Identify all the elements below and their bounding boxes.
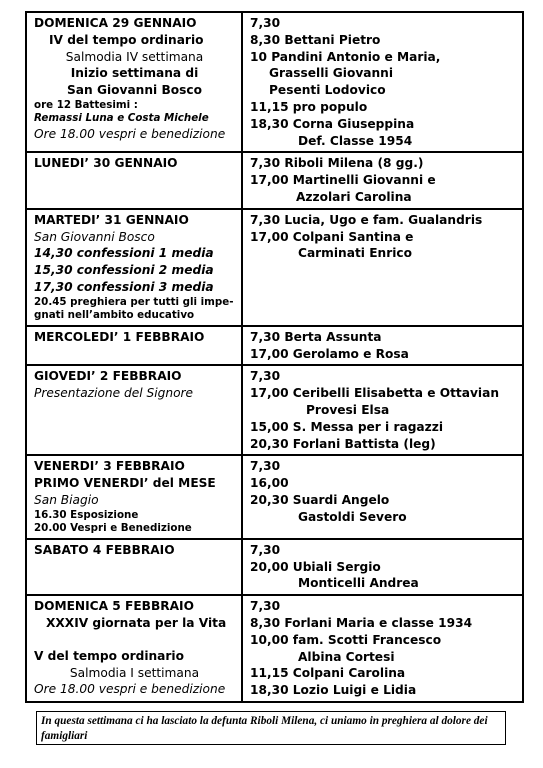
day-row — [26, 365, 523, 455]
mass-intention-line: Def. Classe 1954 — [298, 133, 413, 148]
day-info-line: San Biagio — [34, 492, 99, 507]
mass-intention-line: Albina Cortesi — [298, 649, 395, 664]
day-info-line: GIOVEDI’ 2 FEBBRAIO — [34, 369, 182, 384]
day-info-line: DOMENICA 5 FEBBRAIO — [34, 599, 194, 614]
mass-intention-line: 20,30 Forlani Battista (leg) — [250, 436, 436, 451]
mass-intention-line: 10 Pandini Antonio e Maria, — [250, 49, 441, 64]
mass-intention-line: 17,00 Gerolamo e Rosa — [250, 346, 409, 361]
mass-intention-line: Carminati Enrico — [298, 246, 412, 261]
day-info-line: San Giovanni Bosco — [67, 83, 202, 98]
mass-intention-line: Monticelli Andrea — [298, 576, 419, 591]
mass-intention-line: 7,30 — [250, 16, 281, 30]
day-info-line: 20.00 Vespri e Benedizione — [34, 522, 192, 535]
mass-intention-line: 20,00 Ubiali Sergio — [250, 559, 381, 574]
day-info-line — [34, 172, 235, 188]
mass-intention-line: 11,15 Colpani Carolina — [250, 666, 406, 681]
day-info-line — [34, 632, 235, 648]
mass-times-cell — [242, 152, 523, 208]
mass-intention-line: 8,30 Forlani Maria e classe 1934 — [250, 615, 473, 630]
day-info-line: Presentazione del Signore — [34, 386, 194, 401]
mass-intention-line: Gastoldi Severo — [298, 509, 407, 524]
mass-times-cell — [242, 326, 523, 366]
mass-intention-line: 7,30 — [250, 599, 281, 614]
day-info-line: PRIMO VENERDI’ del MESE — [34, 476, 216, 491]
day-info-line: VENERDI’ 3 FEBBRAIO — [34, 459, 185, 474]
day-info-line: Salmodia IV settimana — [65, 49, 204, 64]
day-info-line: Inizio settimana di — [70, 66, 199, 81]
mass-intention-line: 10,00 fam. Scotti Francesco — [250, 632, 442, 647]
day-info-cell — [26, 595, 242, 702]
mass-intention-line: Pesenti Lodovico — [269, 83, 386, 98]
mass-intention-line: 20,30 Suardi Angelo — [250, 492, 390, 507]
mass-intention-line: 15,00 S. Messa per i ragazzi — [250, 419, 444, 434]
day-row — [26, 209, 523, 326]
day-info-cell — [26, 326, 242, 366]
mass-times-cell — [242, 365, 523, 455]
mass-intention-line: 16,00 — [250, 476, 289, 491]
day-info-line: Salmodia I settimana — [69, 665, 200, 680]
day-info-line: Remassi Luna e Costa Michele — [34, 112, 209, 125]
day-info-cell — [26, 365, 242, 455]
day-info-line: LUNEDI’ 30 GENNAIO — [34, 156, 178, 171]
day-info-cell — [26, 539, 242, 595]
day-info-cell — [26, 12, 242, 152]
day-info-line: SABATO 4 FEBBRAIO — [34, 542, 175, 557]
mass-intention-line: 17,00 Ceribelli Elisabetta e Ottavian — [250, 386, 499, 401]
mass-intention-line: 7,30 — [250, 542, 281, 557]
day-info-line: MERCOLEDI’ 1 FEBBRAIO — [34, 329, 205, 344]
mass-times-cell — [242, 595, 523, 702]
day-row — [26, 152, 523, 208]
day-info-line: 16.30 Esposizione — [34, 508, 139, 521]
day-info-line: MARTEDI’ 31 GENNAIO — [34, 212, 189, 227]
day-row — [26, 12, 523, 152]
day-info-line: Ore 18.00 vespri e benedizione — [34, 126, 226, 141]
mass-intention-line: 17,00 Colpani Santina e — [250, 229, 414, 244]
day-row — [26, 326, 523, 366]
mass-intention-line: 8,30 Bettani Pietro — [250, 32, 381, 47]
mass-times-cell — [242, 12, 523, 152]
mass-intention-line: 17,00 Martinelli Giovanni e — [250, 173, 436, 188]
day-row — [26, 455, 523, 538]
mass-intention-line: 18,30 Corna Giuseppina — [250, 116, 415, 131]
day-info-cell — [26, 152, 242, 208]
day-info-line: 14,30 confessioni 1 media — [34, 246, 214, 261]
day-info-line: gnati nell’ambito educativo — [34, 309, 195, 322]
mass-times-cell — [242, 209, 523, 326]
day-row — [26, 595, 523, 702]
day-info-line: IV del tempo ordinario — [49, 32, 204, 47]
day-info-line: 15,30 confessioni 2 media — [34, 263, 214, 278]
day-info-line: 17,30 confessioni 3 media — [34, 279, 214, 294]
mass-times-cell — [242, 539, 523, 595]
mass-intention-line: Grasselli Giovanni — [269, 66, 394, 81]
mass-intention-line: 7,30 — [250, 459, 281, 474]
mass-intention-line: Provesi Elsa — [306, 402, 390, 417]
notice-box — [36, 711, 506, 745]
day-info-line: San Giovanni Bosco — [34, 229, 155, 244]
mass-intention-line: 11,15 pro populo — [250, 99, 368, 114]
mass-intention-line: Azzolari Carolina — [296, 189, 412, 204]
notice-text: In questa settimana ci ha lasciato la defunta Riboli Milena, ci uniamo in preghiera al dolore dei famigliari — [41, 715, 488, 742]
day-info-line: DOMENICA 29 GENNAIO — [34, 16, 197, 30]
day-info-line: XXXIV giornata per la Vita — [46, 615, 227, 630]
day-info-line: ore 12 Battesimi : — [34, 98, 138, 111]
mass-intention-line: 7,30 — [250, 369, 281, 384]
mass-intention-line: 7,30 Berta Assunta — [250, 329, 382, 344]
day-info-line: V del tempo ordinario — [34, 648, 184, 663]
schedule-table — [25, 11, 524, 703]
day-info-cell — [26, 455, 242, 538]
mass-times-cell — [242, 455, 523, 538]
mass-intention-line: 7,30 Lucia, Ugo e fam. Gualandris — [250, 212, 483, 227]
day-info-line: 20.45 preghiera per tutti gli impe- — [34, 295, 234, 308]
mass-intention-line: 18,30 Lozio Luigi e Lidia — [250, 683, 417, 698]
day-info-line: Ore 18.00 vespri e benedizione — [34, 682, 226, 697]
day-row — [26, 539, 523, 595]
day-info-cell — [26, 209, 242, 326]
mass-intention-line: 7,30 Riboli Milena (8 gg.) — [250, 156, 424, 171]
